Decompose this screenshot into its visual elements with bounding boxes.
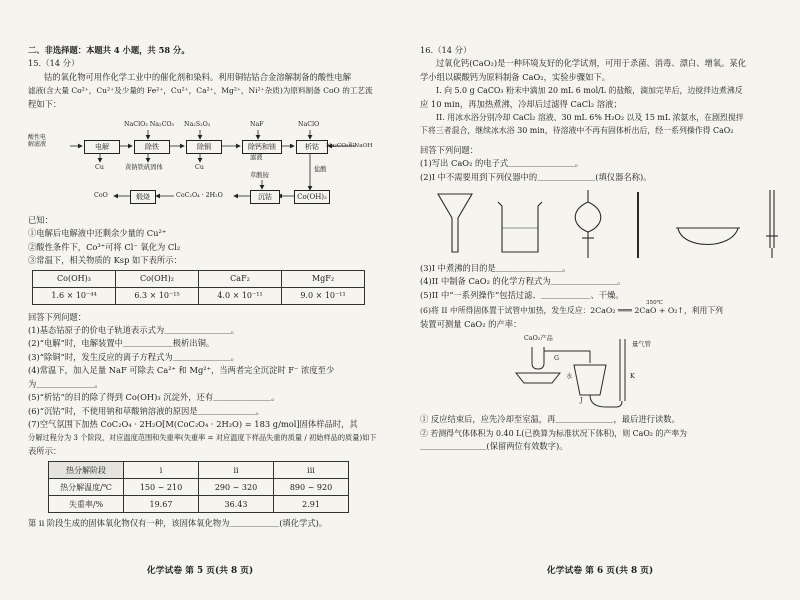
decomp-cell: 890 ~ 920 <box>274 479 349 496</box>
burette-icon <box>766 190 778 258</box>
question-3: (3)I 中煮沸的目的是＿＿＿＿＿＿＿＿。 <box>420 263 571 274</box>
known-1: ①电解后电解液中还剩余少量的 Cu²⁺ <box>28 228 167 239</box>
label-water: 水 <box>566 373 573 381</box>
ksp-value-cell: 4.0 × 10⁻¹¹ <box>199 287 282 304</box>
separatory-funnel-icon <box>575 190 601 258</box>
question-6-1: ① 反应结束后，应先冷却至室温，再＿＿＿＿＿＿＿，最后进行读数。 <box>420 414 680 425</box>
reagent-na2co3-naoh: Na₂CO₃和NaOH <box>326 143 373 150</box>
final-question: 第 ii 阶段生成的固体氧化物仅有一种，该固体氧化物为＿＿＿＿＿＿(填化学式)。 <box>28 518 328 529</box>
ksp-value-cell: 9.0 × 10⁻¹¹ <box>282 287 365 304</box>
known-3: ③常温下，相关物质的 Ksp 如下表所示： <box>28 255 182 266</box>
table-row <box>33 287 365 304</box>
question-6-2: ② 若测得气体体积为 0.40 L(已换算为标准状况下体积)，则 CaO₂ 的产率为 <box>420 428 688 438</box>
question-6-2-cont: ＿＿＿＿＿＿＿＿(保留两位有效数字)。 <box>420 440 568 451</box>
q16-step-2: II. 用冰水浴分别冷却 CaCl₂ 溶液、30 mL 6% H₂O₂ 以及 15 mL 浓氨水，在剧烈搅拌 <box>436 113 744 123</box>
q16-step-1-cont: 应 10 min，再加热煮沸，冷却后过滤得 CaCl₂ 溶液； <box>420 98 622 109</box>
product-coo: CoO <box>94 192 108 200</box>
decomp-header-cell: ii <box>199 462 274 479</box>
output-jarosite: 黄钠铁矾固体 <box>125 164 163 172</box>
ksp-header-cell: MgF₂ <box>282 270 365 287</box>
step-remove-copper: 除铜 <box>186 140 222 154</box>
beaker-icon <box>498 202 542 252</box>
label-gas-tube: 量气管 <box>632 341 651 349</box>
output-filtrate: 滤液 <box>250 154 263 162</box>
step-cobalt-settle: 沉钴 <box>250 190 280 204</box>
output-cu-2: Cu <box>195 164 204 172</box>
q15-intro-2: 滤液(含大量 Co²⁺，Cu²⁺及少量的 Fe²⁺，Cu²⁺，Ca²⁺，Mg²⁺，Ni²⁺杂质)为原料制备 CoO 的工艺流 <box>28 86 373 96</box>
decomposition-table <box>48 461 349 513</box>
step-cobalt-precip: 析钴 <box>296 140 328 154</box>
reagent-oxalate: 草酸铵 <box>250 172 269 180</box>
question-3: (3)“除铜”时，发生反应的离子方程式为＿＿＿＿＿＿＿。 <box>28 351 240 362</box>
reagent-naclo: NaClO <box>298 121 320 129</box>
question-4: (4)常温下，加入足量 NaF 可除去 Ca²⁺ 和 Mg²⁺，当两者完全沉淀时 F⁻ 浓度至少 <box>28 365 335 376</box>
decomp-cell: 19.67 <box>124 496 199 513</box>
q15-intro-1: 钴的氧化物可用作化学工业中的催化剂和染料。利用铜钴钴合金溶解制备的酸性电解 <box>44 71 351 82</box>
product-cobalt-oxalate: CoC₂O₄ · 2H₂O <box>176 192 223 200</box>
label-k: K <box>630 373 635 381</box>
evaporating-dish-icon <box>676 228 740 245</box>
label-g: G <box>554 355 560 363</box>
decomp-header-cell: iii <box>274 462 349 479</box>
q16-intro-1: 过氧化钙(CaO₂)是一种环境友好的化学试剂，可用于杀菌、消毒、漂白、增氧。某化 <box>436 58 746 69</box>
known-2: ②酸性条件下，Co³⁺可将 Cl⁻ 氧化为 Cl₂ <box>28 241 181 252</box>
reaction-condition: 350℃ <box>646 300 663 307</box>
source-label: 酸性电 解滤液 <box>28 134 47 149</box>
decomp-cell: 2.91 <box>274 496 349 513</box>
label-sample: CaO₂产品 <box>524 335 553 343</box>
question-2: (2)I 中不需要用到下列仪器中的＿＿＿＿＿＿＿(填仪器名称)。 <box>420 171 652 182</box>
question-6: (6)将 II 中所得固体置于试管中加热，发生反应：2CaO₂ ═══ 2CaO + O₂↑，利用下列 <box>420 306 723 316</box>
decomp-header-cell: 热分解阶段 <box>49 462 124 479</box>
step-remove-ca-mg: 除钙和镁 <box>242 140 282 154</box>
decomp-row-label: 热分解温度/℃ <box>49 479 124 496</box>
question-6: (6)“沉钴”时，不使用钠和草酸钠溶液的原因是＿＿＿＿＿＿＿。 <box>28 405 264 416</box>
question-1: (1)写出 CaO₂ 的电子式＿＿＿＿＿＿＿＿。 <box>420 158 583 169</box>
step-remove-iron: 除铁 <box>134 140 170 154</box>
q16-intro-2: 学小组以碳酸钙为原料制备 CaO₂，实验步骤如下。 <box>420 71 610 82</box>
step-electrolysis: 电解 <box>84 140 120 154</box>
table-row <box>33 270 365 287</box>
known-title: 已知： <box>28 215 53 226</box>
answer-title: 回答下列问题： <box>28 311 87 322</box>
reagent-naf: NaF <box>250 121 264 129</box>
page-footer: 化学试卷 第 6 页(共 8 页) <box>546 566 654 576</box>
decomp-cell: 290 ~ 320 <box>199 479 274 496</box>
page-6 <box>400 0 800 600</box>
ksp-value-cell: 1.6 × 10⁻⁴⁴ <box>33 287 116 304</box>
q15-intro-3: 程如下： <box>28 98 62 109</box>
question-7: (7)空气氛围下加热 CoC₂O₄ · 2H₂O[M(CoC₂O₄ · 2H₂O) = 183 g/mol]固体样品时，其 <box>28 418 358 429</box>
q16-step-2-cont: 下将三者混合，继续冰水浴 30 min，待溶液中不再有固体析出后，经一系列操作得 CaO₂ <box>420 126 734 136</box>
ksp-header-cell: Co(OH)₂ <box>116 270 199 287</box>
answer-title: 回答下列问题： <box>420 144 479 155</box>
table-row <box>49 479 349 496</box>
water-vessel-icon <box>574 365 606 395</box>
ksp-table <box>32 270 365 305</box>
question-7-cont: 分解过程分为 3 个阶段，对应温度范围和失重率(失重率 = 对应温度下样品失重的质量 / 初始样品的质量)如下 <box>28 433 377 443</box>
output-cu-1: Cu <box>95 164 104 172</box>
apparatus-drawings <box>420 188 790 260</box>
setup-drawing <box>420 333 790 411</box>
test-tube-icon <box>532 347 544 369</box>
step-calcine: 煅烧 <box>130 190 156 204</box>
question-4: (4)II 中制备 CaO₂ 的化学方程式为＿＿＿＿＿＿＿＿。 <box>420 276 626 287</box>
question-6-cont: 装置可测量 CaO₂ 的产率： <box>420 318 522 329</box>
section-title: 二、非选择题：本题共 4 小题，共 58 分。 <box>28 45 190 55</box>
decomp-header-cell: i <box>124 462 199 479</box>
apparatus-figure <box>420 188 790 260</box>
q16-step-1: I. 向 5.0 g CaCO₃ 粉末中滴加 20 mL 6 mol/L 的盐酸，滴加完毕后，边搅拌边煮沸反 <box>436 86 743 96</box>
ksp-header-cell: Co(OH)₃ <box>33 270 116 287</box>
table-row <box>49 462 349 479</box>
process-flow-diagram <box>28 114 382 210</box>
label-j: J <box>580 397 583 405</box>
reagent-hcl: 盐酸 <box>314 166 327 174</box>
question-2: (2)“电解”时，电解装置中＿＿＿＿＿＿极析出铜。 <box>28 338 215 349</box>
q16-header: 16.（14 分） <box>420 45 472 55</box>
page-footer: 化学试卷 第 5 页(共 8 页) <box>146 566 254 576</box>
gas-measurement-setup <box>420 333 790 411</box>
funnel-icon <box>438 194 472 252</box>
reagent-naclo3: NaClO₃ Na₂CO₃ <box>124 121 175 129</box>
q15-header: 15.（14 分） <box>28 58 80 69</box>
ksp-value-cell: 6.3 × 10⁻¹⁵ <box>116 287 199 304</box>
table-row <box>49 496 349 513</box>
ksp-header-cell: CaF₂ <box>199 270 282 287</box>
question-7-cont2: 表所示： <box>28 445 62 456</box>
question-1: (1)基态钴原子的价电子轨道表示式为＿＿＿＿＿＿＿＿。 <box>28 325 239 336</box>
decomp-cell: 36.43 <box>199 496 274 513</box>
question-5: (5)“析钴”的目的除了得到 Co(OH)₃ 沉淀外，还有＿＿＿＿＿＿＿。 <box>28 392 280 403</box>
reagent-na2s2o3: Na₂S₂O₃ <box>184 121 211 129</box>
decomp-cell: 150 ~ 210 <box>124 479 199 496</box>
step-cooh3: Co(OH)₃ <box>294 190 330 204</box>
question-4-cont: 为＿＿＿＿＿＿＿。 <box>28 378 103 389</box>
burner-icon <box>516 373 560 383</box>
decomp-row-label: 失重率/% <box>49 496 124 513</box>
question-5: (5)II 中“一系列操作”包括过滤、＿＿＿＿＿＿、干燥。 <box>420 289 624 300</box>
